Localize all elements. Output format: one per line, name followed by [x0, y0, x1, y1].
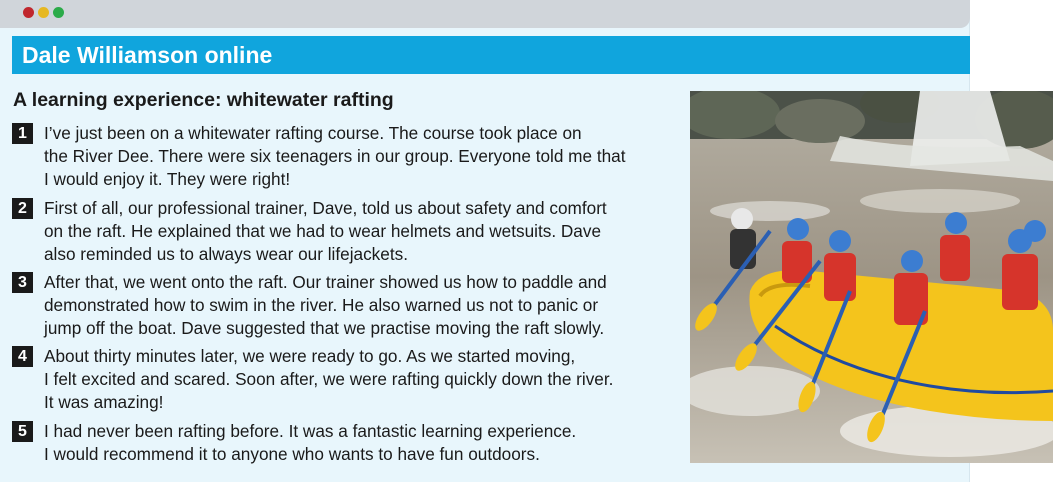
text-line: demonstrated how to swim in the river. He also warned us not to panic or: [44, 295, 599, 315]
paragraph-3: [12, 271, 684, 341]
text-line: I had never been rafting before. It was a fantastic learning experience.: [44, 421, 577, 441]
paragraph-number: 1: [12, 123, 33, 144]
paragraph-text: [44, 122, 684, 191]
text-line: It was amazing!: [44, 392, 164, 412]
paragraph-text: [44, 345, 684, 414]
minimize-dot[interactable]: [38, 7, 49, 18]
text-line: I’ve just been on a whitewater rafting course. The course took place on: [44, 123, 582, 143]
paragraph-number: 4: [12, 346, 33, 367]
text-line: I would enjoy it. They were right!: [44, 169, 291, 189]
paragraph-text: [44, 271, 684, 340]
blog-title: Dale Williamson online: [22, 42, 273, 68]
paragraph-number: 3: [12, 272, 33, 293]
text-line: About thirty minutes later, we were ready to go. As we started moving,: [44, 346, 576, 366]
rafting-photo: [690, 91, 1053, 463]
paragraph-text: [44, 420, 684, 466]
close-dot[interactable]: [23, 7, 34, 18]
text-line: First of all, our professional trainer, Dave, told us about safety and comfort: [44, 198, 607, 218]
text-line: I felt excited and scared. Soon after, we were rafting quickly down the river.: [44, 369, 614, 389]
article-title: A learning experience: whitewater rafting: [13, 89, 394, 111]
blog-header: [12, 36, 970, 74]
text-line: jump off the boat. Dave suggested that we practise moving the raft slowly.: [44, 318, 605, 338]
maximize-dot[interactable]: [53, 7, 64, 18]
paragraph-2: [12, 197, 684, 267]
text-line: also reminded us to always wear our lifejackets.: [44, 244, 408, 264]
paragraph-number: 2: [12, 198, 33, 219]
paragraph-1: [12, 122, 684, 192]
text-line: After that, we went onto the raft. Our trainer showed us how to paddle and: [44, 272, 607, 292]
text-line: on the raft. He explained that we had to wear helmets and wetsuits. Dave: [44, 221, 601, 241]
text-line: I would recommend it to anyone who wants to have fun outdoors.: [44, 444, 540, 464]
text-line: the River Dee. There were six teenagers in our group. Everyone told me that: [44, 146, 626, 166]
paragraph-text: [44, 197, 684, 266]
paragraph-5: [12, 420, 684, 468]
window-titlebar: [0, 0, 970, 28]
paragraph-number: 5: [12, 421, 33, 442]
paragraph-4: [12, 345, 684, 415]
